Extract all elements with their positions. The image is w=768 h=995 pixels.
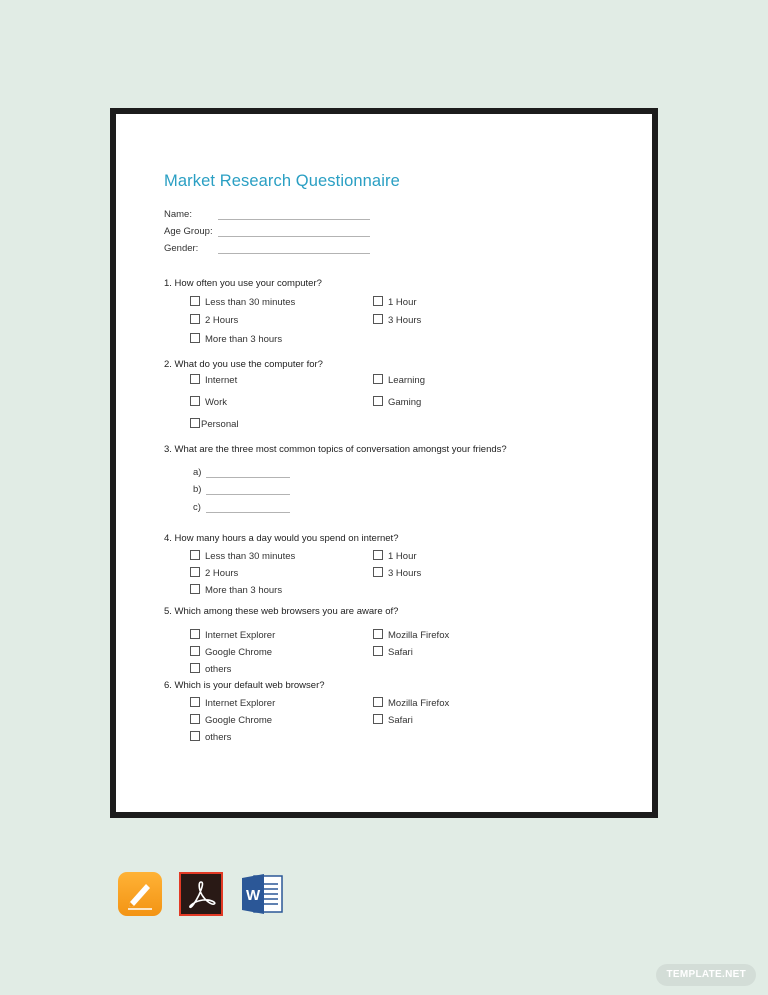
checkbox[interactable] — [190, 374, 200, 384]
checkbox[interactable] — [373, 646, 383, 656]
checkbox[interactable] — [190, 629, 200, 639]
q4-option[interactable]: 3 Hours — [373, 567, 421, 579]
q2-option[interactable]: Internet — [190, 374, 237, 386]
svg-text:W: W — [246, 887, 261, 904]
checkbox[interactable] — [373, 374, 383, 384]
pages-icon[interactable] — [118, 872, 162, 916]
checkbox[interactable] — [190, 418, 200, 428]
checkbox[interactable] — [190, 731, 200, 741]
checkbox[interactable] — [373, 629, 383, 639]
q4-option[interactable]: 2 Hours — [190, 567, 238, 579]
checkbox[interactable] — [190, 296, 200, 306]
name-label: Name: — [164, 209, 192, 220]
pdf-icon[interactable] — [179, 872, 223, 916]
answer-line-c — [206, 512, 290, 513]
checkbox[interactable] — [373, 314, 383, 324]
q6-option[interactable]: Internet Explorer — [190, 697, 275, 709]
checkbox[interactable] — [373, 697, 383, 707]
q5-option[interactable]: Safari — [373, 646, 413, 658]
answer-line-a — [206, 477, 290, 478]
checkbox[interactable] — [190, 663, 200, 673]
q4-option[interactable]: Less than 30 minutes — [190, 550, 295, 562]
q2-option[interactable]: Work — [190, 396, 227, 408]
question-4: 4. How many hours a day would you spend on internet? — [164, 533, 399, 544]
checkbox[interactable] — [190, 550, 200, 560]
answer-label-b: b) — [193, 484, 202, 495]
q4-option[interactable]: More than 3 hours — [190, 584, 282, 596]
q4-option[interactable]: 1 Hour — [373, 550, 417, 562]
checkbox[interactable] — [373, 396, 383, 406]
checkbox[interactable] — [373, 567, 383, 577]
checkbox[interactable] — [373, 714, 383, 724]
question-1: 1. How often you use your computer? — [164, 278, 322, 289]
q1-option[interactable]: Less than 30 minutes — [190, 296, 295, 308]
checkbox[interactable] — [190, 697, 200, 707]
q2-option[interactable]: Personal — [190, 418, 239, 430]
q2-option[interactable]: Learning — [373, 374, 425, 386]
q5-option[interactable]: Google Chrome — [190, 646, 272, 658]
answer-line-b — [206, 494, 290, 495]
age-group-line — [218, 236, 370, 237]
q6-option[interactable]: Mozilla Firefox — [373, 697, 449, 709]
checkbox[interactable] — [373, 550, 383, 560]
gender-line — [218, 253, 370, 254]
template-net-watermark: TEMPLATE.NET — [656, 964, 756, 986]
answer-label-a: a) — [193, 467, 202, 478]
question-2: 2. What do you use the computer for? — [164, 359, 323, 370]
question-6: 6. Which is your default web browser? — [164, 680, 325, 691]
question-5: 5. Which among these web browsers you are aware of? — [164, 606, 399, 617]
answer-label-c: c) — [193, 502, 201, 513]
q1-option[interactable]: 2 Hours — [190, 314, 238, 326]
checkbox[interactable] — [190, 396, 200, 406]
checkbox[interactable] — [190, 584, 200, 594]
q6-option[interactable]: others — [190, 731, 231, 743]
checkbox[interactable] — [373, 296, 383, 306]
q1-option[interactable]: 1 Hour — [373, 296, 417, 308]
q5-option[interactable]: Internet Explorer — [190, 629, 275, 641]
questionnaire-sheet — [110, 108, 658, 818]
name-line — [218, 219, 370, 220]
age-group-label: Age Group: — [164, 226, 213, 237]
checkbox[interactable] — [190, 333, 200, 343]
q6-option[interactable]: Google Chrome — [190, 714, 272, 726]
checkbox[interactable] — [190, 646, 200, 656]
q6-option[interactable]: Safari — [373, 714, 413, 726]
q1-option[interactable]: More than 3 hours — [190, 333, 282, 345]
checkbox[interactable] — [190, 567, 200, 577]
q2-option[interactable]: Gaming — [373, 396, 421, 408]
gender-label: Gender: — [164, 243, 199, 254]
q5-option[interactable]: others — [190, 663, 231, 675]
checkbox[interactable] — [190, 714, 200, 724]
question-3: 3. What are the three most common topics of conversation amongst your friends? — [164, 444, 507, 455]
word-icon[interactable] — [240, 872, 284, 916]
q5-option[interactable]: Mozilla Firefox — [373, 629, 449, 641]
q1-option[interactable]: 3 Hours — [373, 314, 421, 326]
checkbox[interactable] — [190, 314, 200, 324]
document-title: Market Research Questionnaire — [164, 172, 400, 190]
